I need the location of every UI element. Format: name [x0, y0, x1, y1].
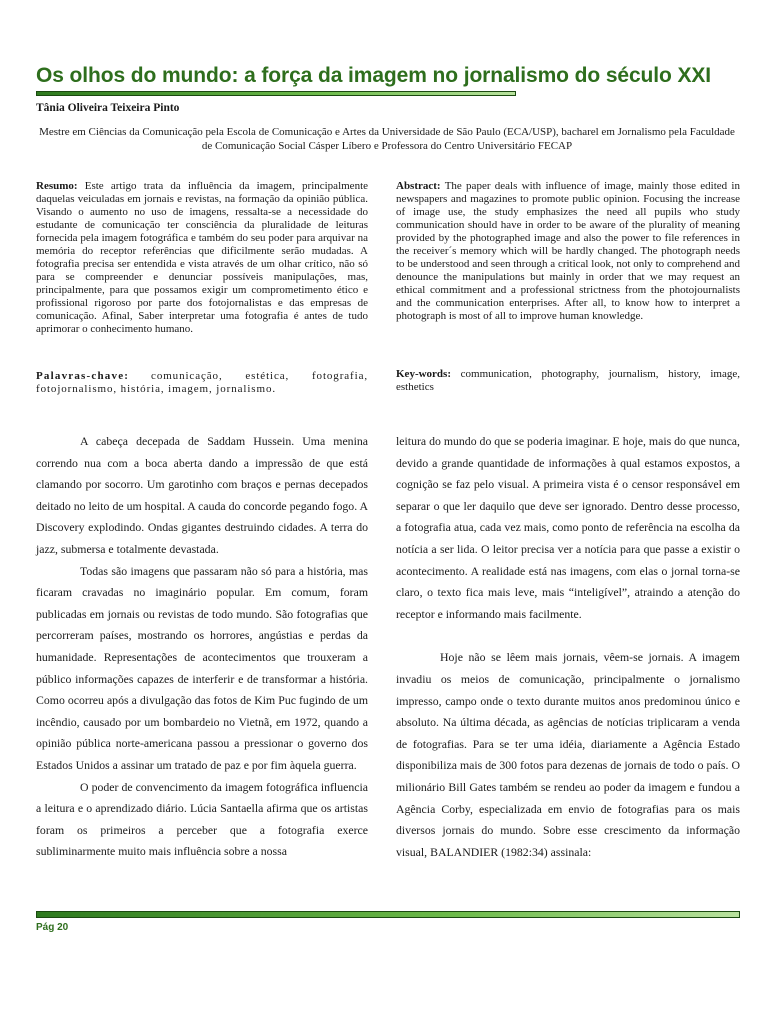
keywords-pt-text: comunicação, estética, fotografia, fotojornalismo, história, imagem, jornalismo.: [36, 370, 368, 395]
article-title: Os olhos do mundo: a força da imagem no jornalismo do século XXI: [36, 64, 712, 87]
author-affiliation: Mestre em Ciências da Comunicação pela Escola de Comunicação e Artes da Universidade de São Paulo (ECA/USP), bacharel em Jornalismo pela Faculdade de Comunicação Social Cásper Líbero e Professora do Centro Universitário FECAP: [39, 126, 735, 152]
keywords-en-text: communication, photography, journalism, history, image, esthetics: [396, 368, 741, 393]
paragraph-spacer: [396, 625, 740, 647]
abstract-pt-label: Resumo:: [36, 180, 78, 192]
body-paragraph: leitura do mundo do que se poderia imaginar. E hoje, mais do que nunca, devido a grande quantidade de informações à qual estamos expostos, a cognição se faz pelo visual. A primeira vista é o censor responsável em separar o que ler daquilo que deve ser ignorado. Dentro desse processo, a fotografia atua, cada vez mais, como ponto de referência na escolha da notícia a ser lida. O leitor precisa ver a notícia para que passe a existir o acontecimento. A realidade está nas imagens, com elas o jornal torna-se claro, o texto fica mais leve, mais “inteligível”, atraindo a atenção do receptor e informando mais facilmente.: [396, 434, 740, 621]
body-paragraph: O poder de convencimento da imagem fotográfica influencia a leitura e o aprendizado diário. Lúcia Santaella afirma que os artistas foram os primeiros a perceber que a fotografia exerce subliminarmente muito mais influência sobre a nossa: [36, 779, 368, 859]
keywords-english: [396, 368, 740, 394]
page-number: Pág 20: [36, 922, 69, 933]
footer-divider: [36, 911, 740, 918]
body-column-right: [396, 431, 740, 863]
keywords-portuguese: [36, 370, 368, 396]
abstract-pt-text: Este artigo trata da influência da imagem, principalmente daquelas veiculadas em jornais e revistas, na formação da opinião pública. Visando o aumento no uso de imagens, ressalta-se a necessidade do estudante de comunicação ter consciência da pluralidade de leituras fornecida pela imagem fotográfica e também do seu poder para arquivar na memória do receptor referências que dificilmente serão mudadas. A fotografia precisa ser entendida e vista através de um olhar crítico, não só para se compreender e denunciar possíveis manipulações, mas, principalmente, para que possamos exigir um comprometimento ético e profissional rigoroso por parte dos fotojornalistas e das empresas de comunicação. Afinal, Saber interpretar uma fotografia é antes de tudo aprimorar o conhecimento humano.: [36, 180, 369, 335]
body-paragraph: Todas são imagens que passaram não só para a história, mas ficaram cravadas no imaginário popular. Em comum, foram publicadas em jornais ou revistas de todo mundo. São fotografias que percorreram países, mostrando os horrores, angústias e perdas da humanidade. Representações de acontecimentos que trouxeram a público informações capazes de interferir e de transformar a história. Como ocorreu após a divulgação das fotos de Kim Puc fugindo de um incêndio, causado por um bombardeio no Vietnã, em 1972, quando a opinião pública norte-americana passou a pressionar o governo dos Estados Unidos a assinar um tratado de paz e por fim àquela guerra.: [36, 563, 368, 772]
keywords-en-label: Key-words:: [396, 368, 451, 380]
body-paragraph: A cabeça decepada de Saddam Hussein. Uma menina correndo nua com a boca aberta dando a impressão de que está clamando por socorro. Um garotinho com braços e pernas decepados deitado no leito de um hospital. A cauda do concorde pegando fogo. A Discovery explodindo. Ondas gigantes destruindo cidades. A terra do jazz, submersa e totalmente devastada.: [36, 434, 368, 556]
body-column-left: [36, 431, 368, 863]
keywords-pt-label: Palavras-chave:: [36, 370, 130, 382]
body-paragraph: Hoje não se lêem mais jornais, vêem-se jornais. A imagem invadiu os meios de comunicação, principalmente o jornalismo impresso, campo onde o texto durante muitos anos predominou único e absoluto. Na última década, as agências de notícias triplicaram a venda de fotografias. Para se ter uma idéia, diariamente a Agência Estado disponibiliza mais de 300 fotos para dezenas de jornais de todo o país. O milionário Bill Gates também se rendeu ao poder da imagem e fundou a Agência Corby, especializada em envio de fotografias para os mais diversos jornais do mundo. Sobre esse crescimento da informação visual, BALANDIER (1982:34) assinala:: [396, 650, 740, 859]
author-name: Tânia Oliveira Teixeira Pinto: [36, 102, 180, 114]
abstract-english: [396, 180, 740, 323]
abstract-en-label: Abstract:: [396, 180, 441, 192]
abstract-portuguese: [36, 180, 368, 336]
title-divider: [36, 91, 516, 96]
abstract-en-text: The paper deals with influence of image, mainly those edited in newspapers and magazines to promote public opinion. Focusing the increase of image use, the study emphasizes the need all pupils who study communication should have in order to be aware of the plurality of meaning provided by the photographed image and also the power to file references in the receiver´s memory which will be hardly changed. The photograph needs to be understood and seen through a critical look, not only to comprehend and denounce the manipulations but mainly in order that we may request an ethical commitment and a professional strictness from the photojournalists and the communication enterprises. After all, to know how to interpret a photograph is most of all to improve human knowledge.: [396, 180, 740, 322]
